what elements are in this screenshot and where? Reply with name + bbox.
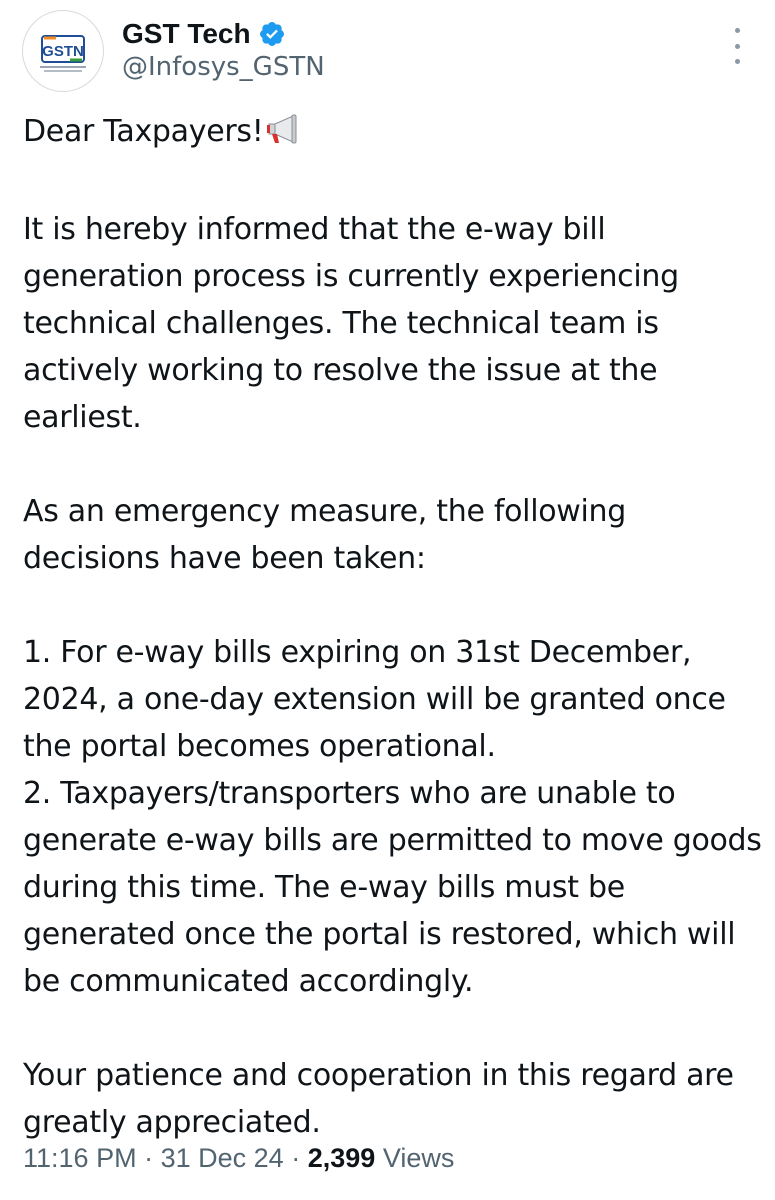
display-name[interactable]: GST Tech (122, 18, 251, 49)
megaphone-icon (265, 112, 301, 159)
gstn-logo (26, 14, 100, 88)
greeting: Dear Taxpayers! (23, 114, 264, 149)
more-options-icon[interactable] (724, 28, 750, 64)
tweet-text (23, 108, 763, 1146)
point-1: 1. For e-way bills expiring on 31st December, 2024, a one-day extension will be granted once the portal becomes operational. (23, 635, 726, 764)
verified-badge-icon (258, 20, 286, 48)
views-count[interactable]: 2,399 (307, 1143, 376, 1173)
avatar[interactable] (22, 10, 104, 92)
point-2: 2. Taxpayers/transporters who are unable to generate e-way bills are permitted to move goods during this time. The e-way bills must be generated once the portal is restored, which will be communicated accordingly. (23, 776, 762, 999)
meta-separator: · (291, 1143, 301, 1173)
meta-separator: · (144, 1143, 154, 1173)
paragraph-2: As an emergency measure, the following decisions have been taken: (23, 494, 627, 576)
author-handle[interactable]: @Infosys_GSTN (122, 52, 325, 82)
svg-text:GSTN: GSTN (42, 43, 84, 60)
author-row (122, 14, 286, 54)
tweet-time[interactable]: 11:16 PM (23, 1143, 137, 1173)
tweet-date[interactable]: 31 Dec 24 (160, 1143, 284, 1173)
tweet-meta (23, 1143, 454, 1174)
greeting-line (23, 108, 763, 159)
views-label: Views (382, 1143, 455, 1173)
closing-paragraph: Your patience and cooperation in this regard are greatly appreciated. (23, 1058, 734, 1140)
paragraph-1: It is hereby informed that the e-way bill generation process is currently experiencing technical challenges. The technical team is actively working to resolve the issue at the earliest. (23, 212, 679, 435)
